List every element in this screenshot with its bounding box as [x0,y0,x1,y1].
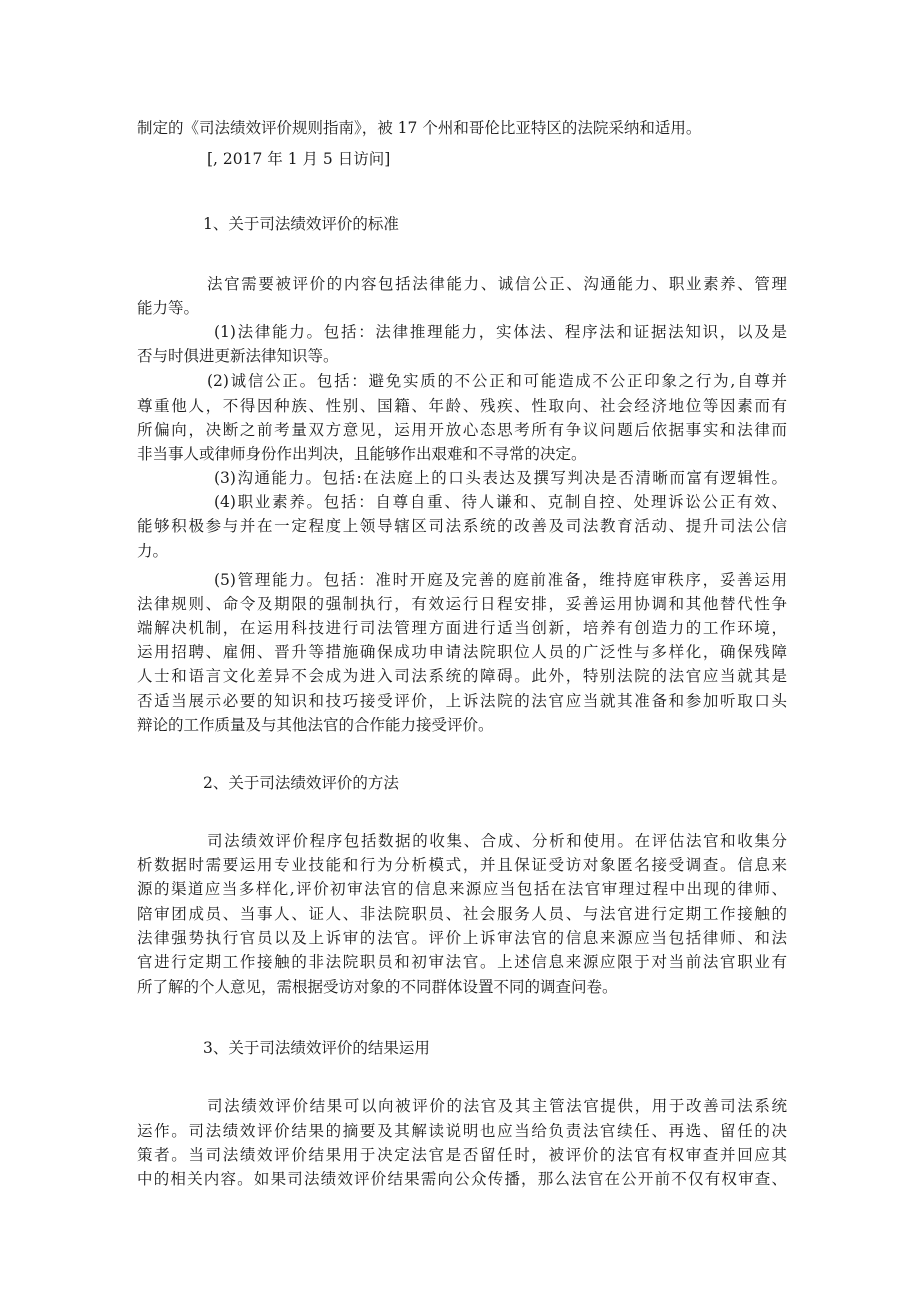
paragraph-line: 司法绩效评价程序包括数据的收集、合成、分析和使用。在评估法官和收集分 [207,832,787,850]
item-1-line: (1)法律能力。包括：法律推理能力，实体法、程序法和证据法知识，以及是 [214,323,787,341]
item-5-line: 端解决机制，在运用科技进行司法管理方面进行适当创新，培养有创造力的工作环境， [137,619,787,637]
intro-line: 制定的《司法绩效评价规则指南》，被 17 个州和哥伦比亚特区的法院采纳和适用。 [137,119,702,137]
paragraph-line: 策者。当司法绩效评价结果用于决定法官是否留任时，被评价的法官有权审查并回应其 [137,1146,787,1164]
paragraph-line: 法官需要被评价的内容包括法律能力、诚信公正、沟通能力、职业素养、管理 [207,275,787,293]
paragraph-line: 能力等。 [137,299,200,317]
item-5-line: 人士和语言文化差异不会成为进入司法系统的障碍。此外，特别法院的法官应当就其是 [137,667,787,685]
item-2-line: 非当事人或律师身份作出判决，且能够作出艰难和不寻常的决定。 [137,445,587,463]
paragraph-line: 所了解的个人意见，需根据受访对象的不同群体设置不同的调查问卷。 [137,978,618,996]
item-5-line: 法律规则、命令及期限的强制执行，有效运行日程安排，妥善运用协调和其他替代性争 [137,595,787,613]
item-1-line: 否与时俱进更新法律知识等。 [137,347,339,365]
paragraph-line: 司法绩效评价结果可以向被评价的法官及其主管法官提供，用于改善司法系统 [207,1097,787,1115]
section-1-heading: 1、关于司法绩效评价的标准 [203,215,399,233]
item-4-line: 力。 [137,542,169,560]
citation-line: [, 2017 年 1 月 5 日访问] [207,150,391,168]
item-5-line: 否适当展示必要的知识和技巧接受评价，上诉法院的法官应当就其准备和参加听取口头 [137,692,787,710]
item-5-line: 辩论的工作质量及与其他法官的合作能力接受评价。 [137,716,494,734]
item-2-line: 所偏向，决断之前考量双方意见，运用开放心态思考所有争议问题后依据事实和法律而 [137,421,787,439]
paragraph-line: 陪审团成员、当事人、证人、非法院职员、社会服务人员、与法官进行定期工作接触的 [137,905,787,923]
item-4-line: (4)职业素养。包括：自尊自重、待人谦和、克制自控、处理诉讼公正有效、 [214,493,787,511]
item-3-line: (3)沟通能力。包括:在法庭上的口头表达及撰写判决是否清晰而富有逻辑性。 [214,469,787,487]
item-5-line: (5)管理能力。包括：准时开庭及完善的庭前准备，维持庭审秩序，妥善运用 [214,571,787,589]
item-4-line: 能够积极参与并在一定程度上领导辖区司法系统的改善及司法教育活动、提升司法公信 [137,517,787,535]
item-2-line: 尊重他人，不得因种族、性别、国籍、年龄、残疾、性取向、社会经济地位等因素而有 [137,397,787,415]
paragraph-line: 析数据时需要运用专业技能和行为分析模式，并且保证受访对象匿名接受调查。信息来 [137,856,787,874]
item-5-line: 运用招聘、雇佣、晋升等措施确保成功申请法院职位人员的广泛性与多样化，确保残障 [137,643,787,661]
section-2-heading: 2、关于司法绩效评价的方法 [203,774,399,792]
paragraph-line: 源的渠道应当多样化,评价初审法官的信息来源应当包括在法官审理过程中出现的律师、 [137,880,787,898]
paragraph-line: 法律强势执行官员以及上诉审的法官。评价上诉审法官的信息来源应当包括律师、和法 [137,929,787,947]
section-3-heading: 3、关于司法绩效评价的结果运用 [203,1039,430,1057]
paragraph-line: 运作。司法绩效评价结果的摘要及其解读说明也应当给负责法官续任、再选、留任的决 [137,1122,787,1140]
paragraph-line: 官进行定期工作接触的非法院职员和初审法官。上述信息来源应限于对当前法官职业有 [137,953,787,971]
item-2-line: (2)诚信公正。包括：避免实质的不公正和可能造成不公正印象之行为,自尊并 [207,372,787,390]
paragraph-line: 中的相关内容。如果司法绩效评价结果需向公众传播，那么法官在公开前不仅有权审查、 [137,1170,787,1188]
